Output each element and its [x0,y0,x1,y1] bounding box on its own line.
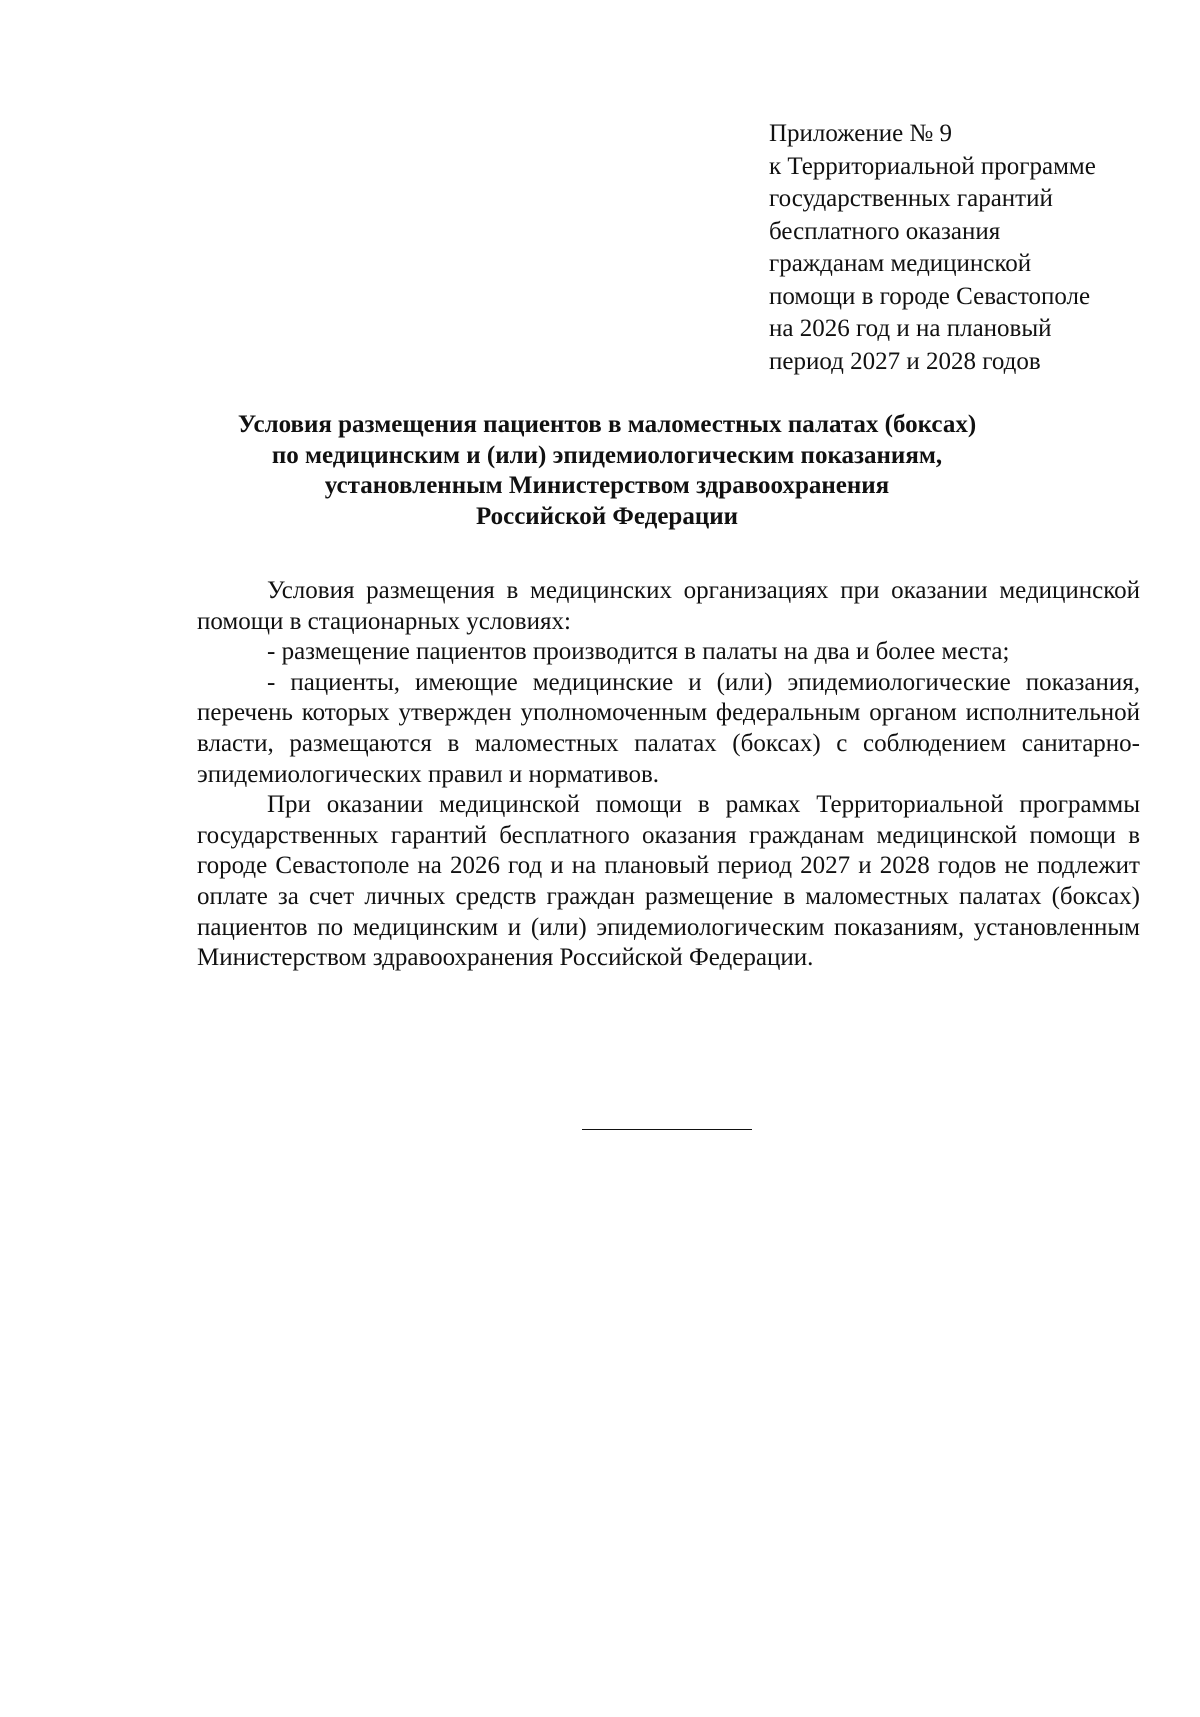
appendix-header [769,118,1169,378]
appendix-line: к Территориальной программе [769,152,1096,180]
appendix-line: на 2026 год и на плановый [769,315,1052,342]
title-line: по медицинским и (или) эпидемиологическим показаниям, [271,441,943,469]
title-line: установленным Министерством здравоохранения [324,472,890,499]
appendix-line: период 2027 и 2028 годов [769,347,1041,375]
title-line: Условия размещения пациентов в маломестных палатах (боксах) [237,411,977,438]
appendix-line: гражданам медицинской [769,250,1032,277]
appendix-line: Приложение № 9 [769,120,953,147]
document-body [197,576,1140,974]
document-title [180,410,1034,532]
body-paragraph-conditions: Условия размещения в медицинских организациях при оказании медицинской помощи в стационарных условиях: [197,577,1140,635]
appendix-line: государственных гарантий [769,185,1053,212]
list-item-small-wards: - пациенты, имеющие медицинские и (или) эпидемиологические показания, перечень которых утвержден уполномоченным федеральным органом исполнительной власти, размещаются в маломестных палатах (боксах) с соблюдением санитарно-эпидемиологических правил и нормативов. [197,668,1140,788]
list-item-two-or-more-beds: - размещение пациентов производится в палаты на два и более места; [267,638,1010,666]
body-paragraph-payment: При оказании медицинской помощи в рамках Территориальной программы государственных гарантий бесплатного оказания гражданам медицинской помощи в городе Севастополе на 2026 год и на плановый период 2027 и 2028 годов не подлежит оплате за счет личных средств граждан размещение в маломестных палатах (боксах) пациентов по медицинским и (или) эпидемиологическим показаниям, установленным Министерством здравоохранения Российской Федерации. [197,791,1140,972]
end-separator-line [582,1129,752,1130]
title-line: Российской Федерации [475,502,739,530]
appendix-line: бесплатного оказания [769,217,1001,245]
appendix-line: помощи в городе Севастополе [769,282,1091,310]
